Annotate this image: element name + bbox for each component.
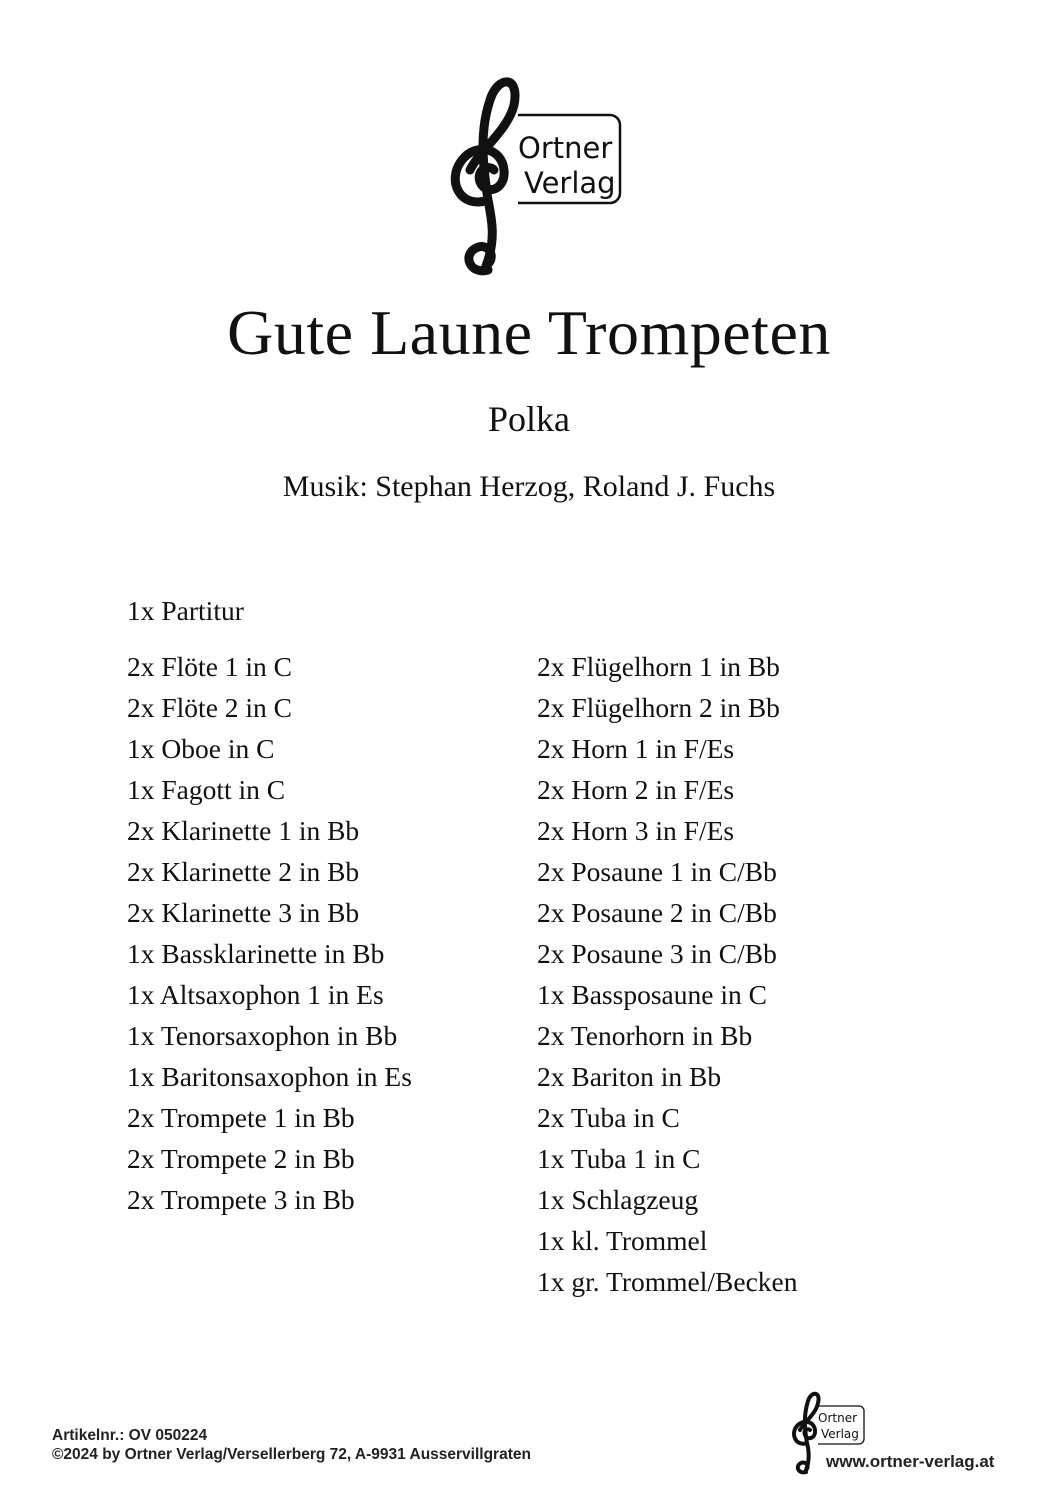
part-item: 2x Horn 3 in F/Es xyxy=(537,815,735,846)
part-item: 1x Altsaxophon 1 in Es xyxy=(127,979,384,1010)
parts-list-right xyxy=(537,646,798,1302)
piece-genre: Polka xyxy=(487,399,570,439)
composer-credit: Musik: Stephan Herzog, Roland J. Fuchs xyxy=(282,470,776,503)
part-item: 2x Posaune 3 in C/Bb xyxy=(537,938,777,969)
part-item: 2x Horn 1 in F/Es xyxy=(537,733,735,764)
logo-line2: Verlag xyxy=(524,166,616,200)
logo-line1: Ortner xyxy=(518,131,613,165)
logo-small-line1: Ortner xyxy=(818,1411,858,1425)
part-item: 2x Tuba in C xyxy=(537,1102,680,1133)
part-item: 2x Klarinette 2 in Bb xyxy=(127,856,360,887)
part-item: 2x Posaune 1 in C/Bb xyxy=(537,856,777,887)
publisher-logo xyxy=(440,70,630,280)
part-item: 1x Tenorsaxophon in Bb xyxy=(127,1020,398,1051)
part-item: 1x gr. Trommel/Becken xyxy=(537,1266,798,1297)
part-item: 2x Klarinette 3 in Bb xyxy=(127,897,360,928)
part-item: 2x Flügelhorn 2 in Bb xyxy=(537,692,780,723)
part-item: 1x kl. Trommel xyxy=(537,1225,708,1256)
score-part xyxy=(127,590,244,631)
piece-title: Gute Laune Trompeten xyxy=(227,297,831,368)
part-item: 2x Flöte 1 in C xyxy=(127,651,293,682)
part-item: 2x Trompete 1 in Bb xyxy=(127,1102,355,1133)
part-item: 2x Flöte 2 in C xyxy=(127,692,293,723)
website-link[interactable]: www.ortner-verlag.at xyxy=(826,1452,995,1471)
part-item: 1x Bassklarinette in Bb xyxy=(127,938,385,969)
part-item: 2x Flügelhorn 1 in Bb xyxy=(537,651,780,682)
part-item: 2x Trompete 3 in Bb xyxy=(127,1184,355,1215)
part-item: 2x Horn 2 in F/Es xyxy=(537,774,735,805)
logo-small-line2: Verlag xyxy=(821,1427,859,1441)
part-item: 1x Oboe in C xyxy=(127,733,275,764)
part-item: 1x Schlagzeug xyxy=(537,1184,699,1215)
part-item: 1x Fagott in C xyxy=(127,774,286,805)
article-number: Artikelnr.: OV 050224 xyxy=(52,1427,208,1444)
parts-list-left xyxy=(127,646,412,1220)
copyright-notice: ©2024 by Ortner Verlag/Versellerberg 72, A-9931 Ausservillgraten xyxy=(52,1446,531,1463)
part-item: 1x Tuba 1 in C xyxy=(537,1143,701,1174)
part-item: 2x Trompete 2 in Bb xyxy=(127,1143,355,1174)
part-item-score: 1x Partitur xyxy=(127,595,244,626)
part-item: 1x Baritonsaxophon in Es xyxy=(127,1061,412,1092)
part-item: 1x Bassposaune in C xyxy=(537,979,767,1010)
part-item: 2x Klarinette 1 in Bb xyxy=(127,815,360,846)
treble-clef-icon xyxy=(440,70,630,280)
part-item: 2x Tenorhorn in Bb xyxy=(537,1020,753,1051)
part-item: 2x Posaune 2 in C/Bb xyxy=(537,897,777,928)
part-item: 2x Bariton in Bb xyxy=(537,1061,722,1092)
footer-info xyxy=(52,1426,531,1464)
